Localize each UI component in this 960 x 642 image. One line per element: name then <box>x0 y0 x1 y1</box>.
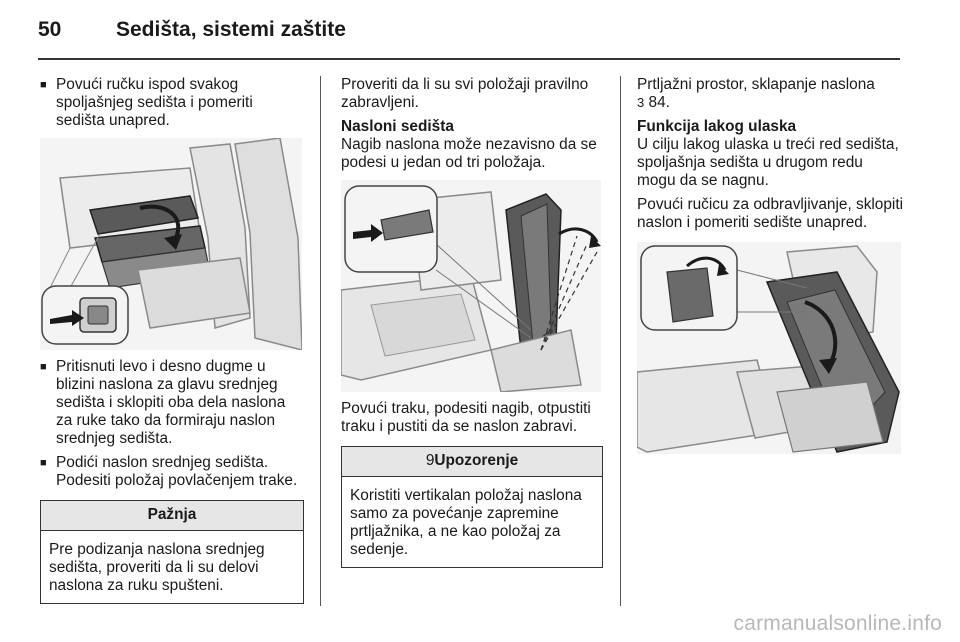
bullet-text-1: Povući ručku ispod svakog spoljašnjeg sedišta i pomeriti sedišta unapred. <box>56 76 253 129</box>
bullet-text-3: Podići naslon srednjeg sedišta. Podesiti položaj povlačenjem trake. <box>56 454 298 489</box>
paragraph-cargo-ref <box>637 76 905 112</box>
paragraph-easy-entry: U cilju lakog ulaska u treći red sedišta, spoljašnja sedišta u drugom redu mogu da se nagnu. <box>637 136 899 189</box>
caution-text: Pre podizanja naslona srednjeg sedišta, proveriti da li su delovi naslona za ruku spušteni. <box>49 541 265 594</box>
bullet-mark: ■ <box>40 457 47 469</box>
warning-box <box>341 446 603 568</box>
page-ref-link[interactable]: 84. <box>648 94 670 111</box>
paragraph-check-locks: Proveriti da li su svi položaji pravilno zabravljeni. <box>341 76 589 111</box>
column-2 <box>341 76 603 568</box>
paragraph-backrest-angle: Nagib naslona može nezavisno da se podesi u jedan od tri položaja. <box>341 136 597 171</box>
header-rule <box>38 58 900 60</box>
paragraph-pull-strap: Povući traku, podesiti nagib, otpustiti traku i pustiti da se naslon zabravi. <box>341 400 591 435</box>
bullet-mark: ■ <box>40 361 47 373</box>
caution-box <box>40 500 304 604</box>
list-item <box>40 358 304 448</box>
paragraph-pull-lever: Povući ručicu za odbravljivanje, sklopiti naslon i pomeriti sedište unapred. <box>637 196 904 231</box>
list-item <box>40 76 304 130</box>
section-heading-easy-entry: Funkcija lakog ulaska <box>637 118 797 135</box>
column-1 <box>40 76 304 604</box>
easy-entry-illustration <box>637 242 901 454</box>
column-3 <box>637 76 905 462</box>
watermark: carmanualsonline.info <box>733 612 942 635</box>
warning-title-row <box>342 447 602 477</box>
page-title: Sedišta, sistemi zaštite <box>116 18 346 41</box>
bullet-mark: ■ <box>40 79 47 91</box>
column-divider-2 <box>620 76 621 606</box>
section-heading-backrests: Nasloni sedišta <box>341 118 454 135</box>
page-header <box>38 18 346 48</box>
armrest-fold-illustration <box>40 138 302 350</box>
page-ref-arrow-icon: 3 <box>637 95 645 110</box>
page-number: 50 <box>38 18 62 41</box>
warning-triangle-icon: 9 <box>425 452 435 469</box>
list-item <box>40 454 304 490</box>
caution-title: Pažnja <box>41 501 303 531</box>
bullet-text-2: Pritisnuti levo i desno dugme u blizini naslona za glavu srednjeg sedišta i sklopiti oba dela naslona za ruke tako da formiraju naslon srednjeg sedišta. <box>56 358 286 447</box>
warning-text: Koristiti vertikalan položaj naslona samo za povećanje zapremine prtljažnika, a ne kao položaj za sedenje. <box>350 487 582 558</box>
cargo-ref-text: Prtljažni prostor, sklapanje naslona <box>637 76 875 93</box>
backrest-recline-illustration <box>341 180 601 392</box>
warning-title: Upozorenje <box>434 452 519 469</box>
column-divider-1 <box>320 76 321 606</box>
